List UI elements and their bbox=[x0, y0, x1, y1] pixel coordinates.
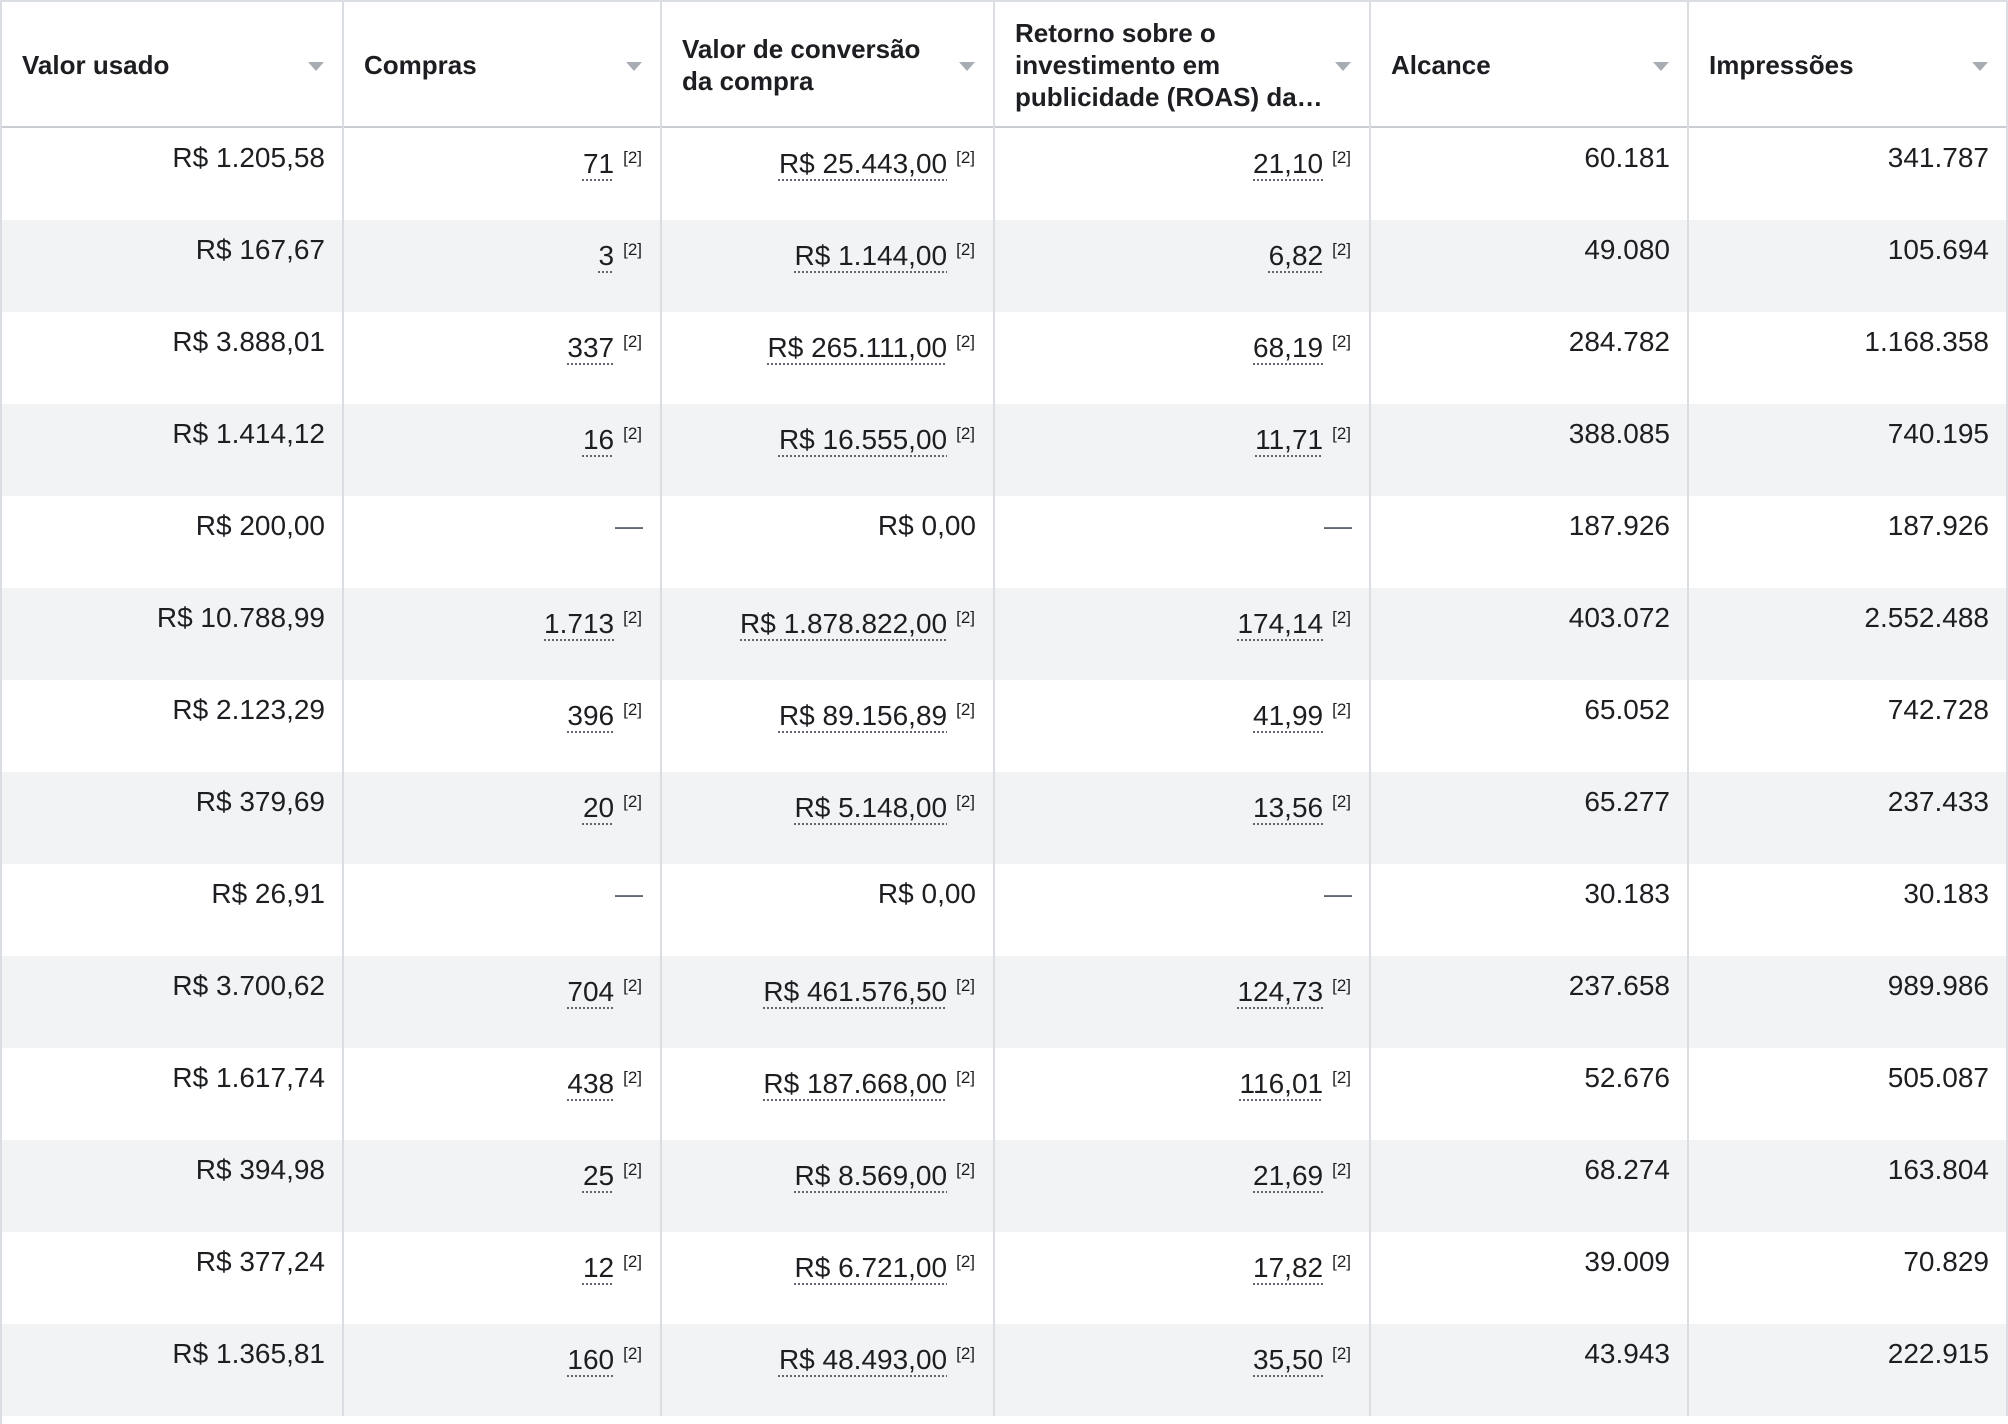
cell-impressoes-value: 2.552.488 bbox=[1864, 602, 1989, 633]
cell-valor-conversao bbox=[662, 496, 995, 588]
cell-roas-link[interactable]: 174,14 bbox=[1237, 608, 1324, 639]
cell-alcance bbox=[1371, 956, 1689, 1048]
footnote-marker[interactable]: [2] bbox=[623, 148, 642, 167]
cell-alcance-value: 403.072 bbox=[1568, 602, 1670, 633]
cell-impressoes-value: 341.787 bbox=[1887, 142, 1989, 173]
table-row[interactable] bbox=[2, 588, 2008, 680]
column-header-label: Valor de conversão da compra bbox=[682, 34, 921, 96]
cell-impressoes-value: 30.183 bbox=[1903, 878, 1989, 909]
table-row[interactable] bbox=[2, 128, 2008, 220]
cell-alcance-value: 43.943 bbox=[1584, 1338, 1670, 1369]
cell-valor-usado bbox=[2, 588, 344, 680]
table-row[interactable] bbox=[2, 864, 2008, 956]
cell-alcance bbox=[1371, 1048, 1689, 1140]
cell-roas bbox=[995, 220, 1371, 312]
cell-valor-usado bbox=[2, 1232, 344, 1324]
cell-valor-conversao bbox=[662, 1048, 995, 1140]
cell-alcance bbox=[1371, 1140, 1689, 1232]
cell-valor-conversao-value: R$ 0,00 bbox=[877, 510, 976, 541]
cell-roas bbox=[995, 496, 1371, 588]
cell-valor-usado-value: R$ 379,69 bbox=[195, 786, 325, 817]
footnote-marker[interactable]: [2] bbox=[1332, 424, 1351, 443]
footnote-marker[interactable]: [2] bbox=[956, 792, 975, 811]
footnote-marker[interactable]: [2] bbox=[623, 1160, 642, 1179]
column-header-impressoes[interactable] bbox=[1689, 2, 2008, 128]
cell-valor-usado-value: R$ 26,91 bbox=[211, 878, 325, 909]
cell-alcance-value: 52.676 bbox=[1584, 1062, 1670, 1093]
footnote-marker[interactable]: [2] bbox=[956, 1160, 975, 1179]
footnote-marker[interactable]: [2] bbox=[1332, 1344, 1351, 1363]
cell-compras bbox=[344, 772, 662, 864]
footnote-marker[interactable]: [2] bbox=[956, 240, 975, 259]
cell-impressoes bbox=[1689, 1232, 2008, 1324]
cell-valor-usado bbox=[2, 128, 344, 220]
cell-compras-link[interactable]: 20 bbox=[582, 792, 615, 823]
cell-roas bbox=[995, 1232, 1371, 1324]
cell-valor-conversao bbox=[662, 128, 995, 220]
cell-compras bbox=[344, 1232, 662, 1324]
footnote-marker[interactable]: [2] bbox=[1332, 700, 1351, 719]
cell-valor-conversao-value: R$ 0,00 bbox=[877, 878, 976, 909]
empty-value-dash: — bbox=[1324, 878, 1352, 909]
footnote-marker[interactable]: [2] bbox=[1332, 792, 1351, 811]
cell-roas bbox=[995, 1048, 1371, 1140]
cell-valor-conversao bbox=[662, 404, 995, 496]
footnote-marker[interactable]: [2] bbox=[623, 608, 642, 627]
footnote-marker[interactable]: [2] bbox=[1332, 1160, 1351, 1179]
cell-impressoes-value: 742.728 bbox=[1887, 694, 1989, 725]
footnote-marker[interactable]: [2] bbox=[1332, 1068, 1351, 1087]
cell-roas bbox=[995, 128, 1371, 220]
cell-alcance bbox=[1371, 220, 1689, 312]
cell-valor-usado-value: R$ 167,67 bbox=[195, 234, 325, 265]
cell-alcance-value: 49.080 bbox=[1584, 234, 1670, 265]
cell-compras-link[interactable]: 25 bbox=[582, 1160, 615, 1191]
cell-valor-usado-value: R$ 394,98 bbox=[195, 1154, 325, 1185]
cell-valor-usado bbox=[2, 1048, 344, 1140]
cell-compras bbox=[344, 588, 662, 680]
table-header bbox=[2, 0, 2008, 128]
cell-roas bbox=[995, 1140, 1371, 1232]
table-row[interactable] bbox=[2, 496, 2008, 588]
cell-alcance bbox=[1371, 496, 1689, 588]
cell-valor-usado-value: R$ 200,00 bbox=[195, 510, 325, 541]
sort-caret-icon[interactable] bbox=[308, 62, 324, 71]
footnote-marker[interactable]: [2] bbox=[623, 700, 642, 719]
table-row[interactable] bbox=[2, 404, 2008, 496]
table-row[interactable] bbox=[2, 312, 2008, 404]
cell-alcance-value: 60.181 bbox=[1584, 142, 1670, 173]
footnote-marker[interactable]: [2] bbox=[956, 608, 975, 627]
cell-compras bbox=[344, 128, 662, 220]
column-header-valor-usado[interactable] bbox=[2, 2, 344, 128]
cell-valor-conversao-link[interactable]: R$ 5.148,00 bbox=[794, 792, 948, 823]
footnote-marker[interactable]: [2] bbox=[956, 424, 975, 443]
cell-compras bbox=[344, 312, 662, 404]
cell-impressoes bbox=[1689, 772, 2008, 864]
cell-impressoes bbox=[1689, 1140, 2008, 1232]
cell-valor-usado-value: R$ 1.617,74 bbox=[172, 1062, 325, 1093]
cell-compras-link[interactable]: 438 bbox=[567, 1068, 615, 1099]
cell-roas-link[interactable]: 13,56 bbox=[1253, 792, 1324, 823]
cell-valor-usado bbox=[2, 772, 344, 864]
cell-alcance bbox=[1371, 404, 1689, 496]
cell-roas-link[interactable]: 68,19 bbox=[1253, 332, 1324, 363]
cell-valor-usado-value: R$ 3.700,62 bbox=[172, 970, 325, 1001]
cell-valor-conversao-link[interactable]: R$ 25.443,00 bbox=[778, 148, 948, 179]
table-row[interactable] bbox=[2, 1232, 2008, 1324]
table-row[interactable] bbox=[2, 956, 2008, 1048]
column-header-roas[interactable] bbox=[995, 2, 1371, 128]
table-row[interactable] bbox=[2, 1048, 2008, 1140]
cell-roas-link[interactable]: 21,69 bbox=[1253, 1160, 1324, 1191]
footnote-marker[interactable]: [2] bbox=[1332, 240, 1351, 259]
cell-impressoes-value: 163.804 bbox=[1887, 1154, 1989, 1185]
footnote-marker[interactable]: [2] bbox=[623, 1252, 642, 1271]
sort-caret-icon[interactable] bbox=[1653, 62, 1669, 71]
cell-alcance bbox=[1371, 312, 1689, 404]
cell-compras bbox=[344, 1048, 662, 1140]
footnote-marker[interactable]: [2] bbox=[1332, 148, 1351, 167]
cell-valor-conversao-link[interactable]: R$ 89.156,89 bbox=[778, 700, 948, 731]
cell-impressoes bbox=[1689, 588, 2008, 680]
cell-valor-conversao bbox=[662, 220, 995, 312]
footnote-marker[interactable]: [2] bbox=[956, 332, 975, 351]
cell-impressoes-value: 505.087 bbox=[1887, 1062, 1989, 1093]
cell-impressoes bbox=[1689, 496, 2008, 588]
table-row[interactable] bbox=[2, 1140, 2008, 1232]
footnote-marker[interactable]: [2] bbox=[1332, 332, 1351, 351]
cell-roas bbox=[995, 772, 1371, 864]
cell-valor-usado-value: R$ 1.365,81 bbox=[172, 1338, 325, 1369]
empty-value-dash: — bbox=[615, 510, 643, 541]
cell-alcance bbox=[1371, 1324, 1689, 1416]
cell-valor-usado-value: R$ 377,24 bbox=[195, 1246, 325, 1277]
cell-roas bbox=[995, 864, 1371, 956]
cell-valor-conversao-link[interactable]: R$ 1.878.822,00 bbox=[740, 608, 948, 639]
cell-roas-link[interactable]: 41,99 bbox=[1253, 700, 1324, 731]
cell-valor-usado bbox=[2, 496, 344, 588]
table-row[interactable] bbox=[2, 220, 2008, 312]
footnote-marker[interactable]: [2] bbox=[623, 1068, 642, 1087]
cell-valor-conversao-link[interactable]: R$ 16.555,00 bbox=[778, 424, 948, 455]
cell-impressoes bbox=[1689, 1324, 2008, 1416]
cell-compras bbox=[344, 956, 662, 1048]
cell-valor-conversao bbox=[662, 680, 995, 772]
cell-roas bbox=[995, 1324, 1371, 1416]
cell-valor-conversao bbox=[662, 1140, 995, 1232]
cell-valor-usado-value: R$ 1.414,12 bbox=[172, 418, 325, 449]
column-header-valor-conversao[interactable] bbox=[662, 2, 995, 128]
sort-caret-icon[interactable] bbox=[1335, 62, 1351, 71]
cell-compras-link[interactable]: 71 bbox=[582, 148, 615, 179]
cell-impressoes-value: 1.168.358 bbox=[1864, 326, 1989, 357]
cell-compras bbox=[344, 220, 662, 312]
cell-compras-link[interactable]: 337 bbox=[567, 332, 615, 363]
cell-compras-link[interactable]: 12 bbox=[582, 1252, 615, 1283]
footnote-marker[interactable]: [2] bbox=[623, 976, 642, 995]
cell-valor-usado bbox=[2, 1140, 344, 1232]
cell-valor-conversao bbox=[662, 864, 995, 956]
cell-impressoes bbox=[1689, 864, 2008, 956]
cell-alcance-value: 388.085 bbox=[1568, 418, 1670, 449]
cell-valor-conversao bbox=[662, 312, 995, 404]
cell-valor-conversao-link[interactable]: R$ 8.569,00 bbox=[794, 1160, 948, 1191]
footnote-marker[interactable]: [2] bbox=[1332, 1252, 1351, 1271]
table-row[interactable] bbox=[2, 1324, 2008, 1416]
footnote-marker[interactable]: [2] bbox=[623, 240, 642, 259]
column-header-label: Compras bbox=[364, 50, 477, 80]
cell-impressoes-value: 105.694 bbox=[1887, 234, 1989, 265]
empty-value-dash: — bbox=[1324, 510, 1352, 541]
cell-roas-link[interactable]: 6,82 bbox=[1268, 240, 1324, 271]
cell-valor-usado-value: R$ 3.888,01 bbox=[172, 326, 325, 357]
footnote-marker[interactable]: [2] bbox=[1332, 608, 1351, 627]
column-header-alcance[interactable] bbox=[1371, 2, 1689, 128]
sort-caret-icon[interactable] bbox=[1972, 62, 1988, 71]
cell-alcance bbox=[1371, 864, 1689, 956]
cell-compras bbox=[344, 404, 662, 496]
footnote-marker[interactable]: [2] bbox=[623, 332, 642, 351]
cell-alcance-value: 187.926 bbox=[1568, 510, 1670, 541]
footnote-marker[interactable]: [2] bbox=[623, 792, 642, 811]
cell-impressoes-value: 187.926 bbox=[1887, 510, 1989, 541]
cell-compras-link[interactable]: 1.713 bbox=[544, 608, 615, 639]
cell-impressoes bbox=[1689, 312, 2008, 404]
cell-roas-link[interactable]: 124,73 bbox=[1237, 976, 1324, 1007]
cell-impressoes-value: 740.195 bbox=[1887, 418, 1989, 449]
cell-compras-link[interactable]: 160 bbox=[567, 1344, 615, 1375]
footnote-marker[interactable]: [2] bbox=[623, 424, 642, 443]
column-header-compras[interactable] bbox=[344, 2, 662, 128]
cell-alcance-value: 237.658 bbox=[1568, 970, 1670, 1001]
cell-roas-link[interactable]: 116,01 bbox=[1239, 1068, 1324, 1099]
cell-alcance bbox=[1371, 1232, 1689, 1324]
cell-impressoes-value: 222.915 bbox=[1887, 1338, 1989, 1369]
column-header-label: Impressões bbox=[1709, 50, 1854, 80]
cell-valor-conversao bbox=[662, 588, 995, 680]
cell-roas-link[interactable]: 35,50 bbox=[1253, 1344, 1324, 1375]
cell-compras bbox=[344, 1324, 662, 1416]
cell-valor-usado bbox=[2, 404, 344, 496]
cell-valor-usado bbox=[2, 1324, 344, 1416]
cell-compras bbox=[344, 496, 662, 588]
cell-alcance bbox=[1371, 680, 1689, 772]
footnote-marker[interactable]: [2] bbox=[1332, 976, 1351, 995]
column-header-label: Valor usado bbox=[22, 50, 170, 80]
cell-roas bbox=[995, 404, 1371, 496]
cell-impressoes bbox=[1689, 220, 2008, 312]
column-header-label: Retorno sobre o investimento em publicidade (ROAS) da… bbox=[1015, 18, 1323, 112]
sort-caret-icon[interactable] bbox=[959, 62, 975, 71]
cell-valor-conversao-link[interactable]: R$ 6.721,00 bbox=[794, 1252, 948, 1283]
cell-valor-conversao-link[interactable]: R$ 48.493,00 bbox=[778, 1344, 948, 1375]
cell-impressoes-value: 70.829 bbox=[1903, 1246, 1989, 1277]
footnote-marker[interactable]: [2] bbox=[956, 1252, 975, 1271]
footnote-marker[interactable]: [2] bbox=[956, 700, 975, 719]
cell-compras-link[interactable]: 3 bbox=[598, 240, 615, 271]
footnote-marker[interactable]: [2] bbox=[956, 976, 975, 995]
cell-compras-link[interactable]: 16 bbox=[582, 424, 615, 455]
cell-valor-usado bbox=[2, 220, 344, 312]
cell-roas-link[interactable]: 11,71 bbox=[1255, 424, 1324, 455]
empty-value-dash: — bbox=[615, 878, 643, 909]
cell-impressoes bbox=[1689, 1048, 2008, 1140]
cell-alcance bbox=[1371, 588, 1689, 680]
cell-roas-link[interactable]: 21,10 bbox=[1253, 148, 1324, 179]
cell-impressoes bbox=[1689, 680, 2008, 772]
cell-valor-usado bbox=[2, 680, 344, 772]
cell-alcance-value: 39.009 bbox=[1584, 1246, 1670, 1277]
sort-caret-icon[interactable] bbox=[626, 62, 642, 71]
footnote-marker[interactable]: [2] bbox=[956, 148, 975, 167]
cell-alcance bbox=[1371, 772, 1689, 864]
cell-roas-link[interactable]: 17,82 bbox=[1253, 1252, 1324, 1283]
table-row[interactable] bbox=[2, 680, 2008, 772]
cell-compras bbox=[344, 864, 662, 956]
table-row[interactable] bbox=[2, 772, 2008, 864]
cell-valor-conversao bbox=[662, 1324, 995, 1416]
cell-impressoes bbox=[1689, 404, 2008, 496]
cell-alcance bbox=[1371, 128, 1689, 220]
cell-roas bbox=[995, 956, 1371, 1048]
cell-impressoes bbox=[1689, 128, 2008, 220]
footnote-marker[interactable]: [2] bbox=[956, 1344, 975, 1363]
cell-impressoes-value: 989.986 bbox=[1887, 970, 1989, 1001]
cell-valor-usado bbox=[2, 312, 344, 404]
cell-alcance-value: 65.052 bbox=[1584, 694, 1670, 725]
cell-compras bbox=[344, 680, 662, 772]
cell-alcance-value: 68.274 bbox=[1584, 1154, 1670, 1185]
cell-valor-conversao-link[interactable]: R$ 461.576,50 bbox=[763, 976, 948, 1007]
cell-valor-conversao-link[interactable]: R$ 187.668,00 bbox=[763, 1068, 948, 1099]
cell-valor-conversao-link[interactable]: R$ 265.111,00 bbox=[767, 332, 948, 363]
cell-valor-usado-value: R$ 10.788,99 bbox=[156, 602, 325, 633]
footnote-marker[interactable]: [2] bbox=[623, 1344, 642, 1363]
footnote-marker[interactable]: [2] bbox=[956, 1068, 975, 1087]
cell-compras-link[interactable]: 396 bbox=[567, 700, 615, 731]
cell-valor-usado-value: R$ 1.205,58 bbox=[172, 142, 325, 173]
cell-roas bbox=[995, 680, 1371, 772]
cell-valor-conversao-link[interactable]: R$ 1.144,00 bbox=[794, 240, 948, 271]
cell-roas bbox=[995, 312, 1371, 404]
cell-impressoes-value: 237.433 bbox=[1887, 786, 1989, 817]
column-header-label: Alcance bbox=[1391, 50, 1491, 80]
cell-roas bbox=[995, 588, 1371, 680]
cell-compras bbox=[344, 1140, 662, 1232]
cell-alcance-value: 65.277 bbox=[1584, 786, 1670, 817]
cell-alcance-value: 284.782 bbox=[1568, 326, 1670, 357]
cell-valor-usado bbox=[2, 956, 344, 1048]
cell-valor-usado-value: R$ 2.123,29 bbox=[172, 694, 325, 725]
cell-valor-conversao bbox=[662, 956, 995, 1048]
cell-valor-conversao bbox=[662, 772, 995, 864]
cell-impressoes bbox=[1689, 956, 2008, 1048]
cell-valor-conversao bbox=[662, 1232, 995, 1324]
cell-compras-link[interactable]: 704 bbox=[567, 976, 615, 1007]
cell-valor-usado bbox=[2, 864, 344, 956]
cell-alcance-value: 30.183 bbox=[1584, 878, 1670, 909]
